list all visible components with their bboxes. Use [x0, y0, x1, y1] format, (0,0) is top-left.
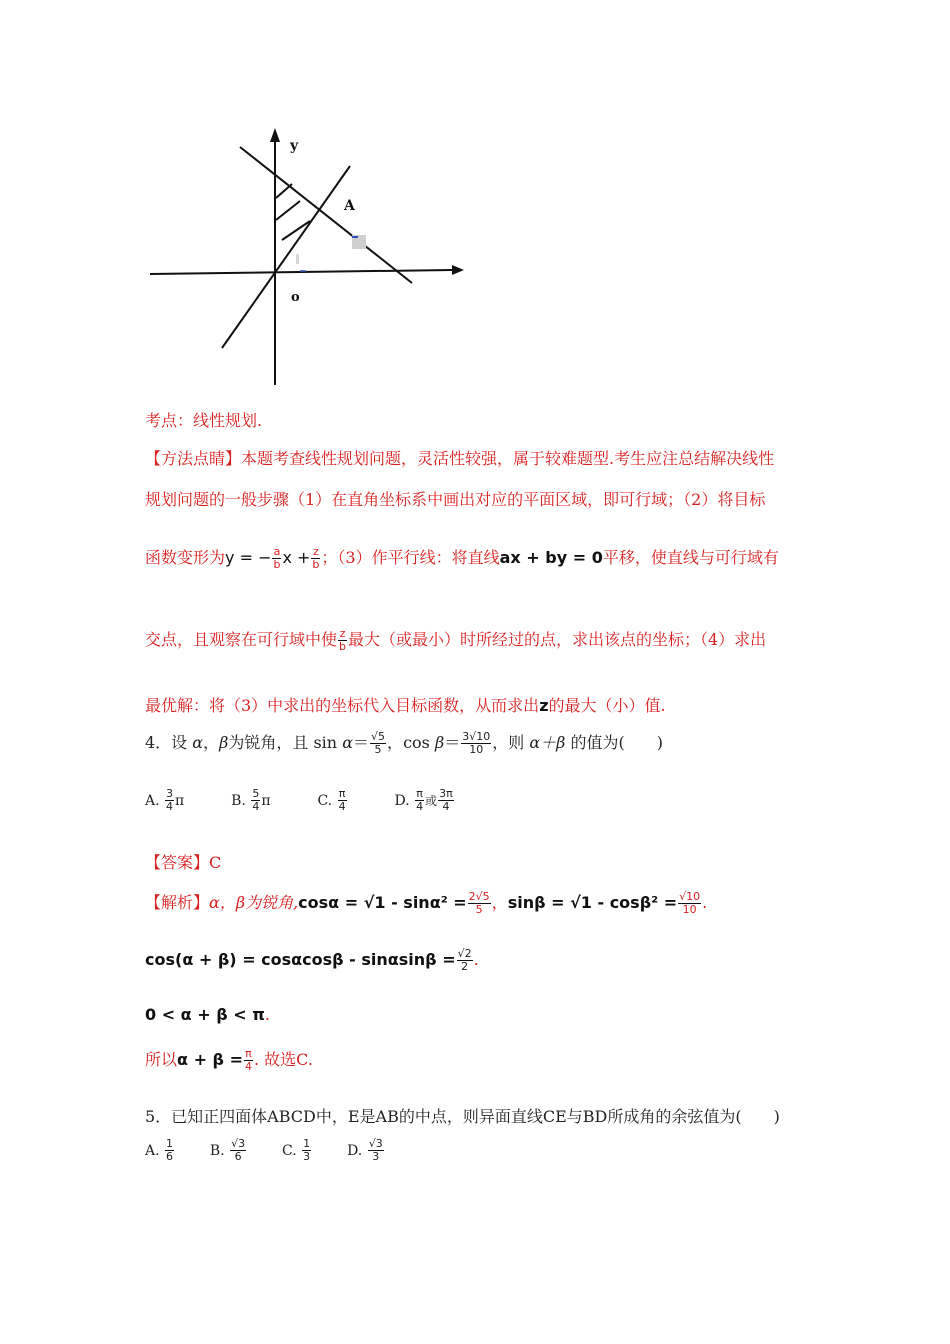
alpha-plus-beta: α＋β	[529, 733, 566, 752]
equals: ＝	[353, 733, 370, 752]
question-4-options	[145, 788, 455, 813]
y-axis-arrow	[270, 128, 280, 142]
descending-line	[240, 147, 412, 283]
method-text: 平移，使直线与可行域有	[602, 548, 779, 567]
method-line-1: 【方法点睛】本题考查线性规划问题，灵活性较强，属于较难题型.考生应注总结解决线性	[145, 449, 775, 468]
fraction-3sqrt10-over-10: $\frac{3√10}{10}$	[462, 730, 491, 756]
analysis-text: 所以	[145, 1050, 178, 1069]
method-line-3	[145, 545, 779, 571]
alpha: α	[192, 733, 204, 752]
cos-sum-eq: cos(α + β) = cosαcosβ - sinαsinβ =	[145, 950, 456, 969]
option-c[interactable]: C. $\frac{\pi}{4}$	[317, 787, 346, 813]
option-a[interactable]: A. $\frac{3}{4}$ π	[145, 787, 185, 813]
beta: β	[219, 733, 229, 752]
hatch-2	[276, 201, 300, 220]
option-d[interactable]: D. $\frac{\pi}{4}$ 或 $\frac{3\pi}{4}$	[394, 787, 453, 813]
analysis-line-4	[145, 1047, 313, 1073]
q4-number: 4．设	[145, 733, 188, 752]
x-axis-arrow	[452, 265, 464, 275]
comma: ，	[387, 733, 404, 752]
q4-text: 为锐角，且	[228, 733, 309, 752]
method-text: 交点，且观察在可行域中使	[145, 630, 338, 649]
analysis-line-2: cos(α + β) = cosαcosβ - sinαsinβ = $\frac{√2}{2}$ .	[145, 947, 479, 973]
variable-z: z	[539, 696, 549, 715]
fraction-a-over-b: $\frac{a}{b}$	[273, 545, 281, 571]
fraction-sqrt5-over-5: $\frac{√5}{5}$	[371, 730, 386, 756]
fraction-z-over-b: $\frac{z}{b}$	[312, 545, 320, 571]
equation-y: y = −	[225, 548, 272, 567]
sin-beta-eq: sinβ = √1 - cosβ² =	[507, 893, 678, 912]
y-axis-label: y	[290, 138, 299, 154]
method-text: ；（3）作平行线：将直线	[321, 548, 500, 567]
q4-text: 的值为( )	[570, 733, 664, 752]
method-text: 函数变形为	[145, 548, 226, 567]
method-line-4	[145, 627, 766, 653]
origin-label: o	[291, 290, 300, 305]
cos-fn: cos	[403, 733, 430, 752]
linear-programming-figure	[140, 120, 480, 395]
analysis-label: 【解析】	[145, 893, 210, 912]
method-text: 的最大（小）值.	[548, 696, 666, 715]
question-5-stem: 5．已知正四面体ABCD中，E是AB的中点，则异面直线CE与BD所成角的余弦值为( )	[145, 1107, 780, 1126]
q4-text: ，则	[492, 733, 525, 752]
option-a[interactable]: A. $\frac{1}{6}$	[145, 1137, 174, 1163]
analysis-line-1: 【解析】α，β为锐角,cosα = √1 - sinα² = $\frac{2√5}{5}$ ，sinβ = √1 - cosβ² = $\frac{√10}{10}$ .	[145, 890, 708, 916]
separator: ，	[491, 893, 508, 912]
fraction-z-over-b: $\frac{z}{b}$	[339, 627, 346, 653]
range-inequality: 0 < α + β < π	[145, 1005, 265, 1024]
fraction-sqrt10-over-10: $\frac{√10}{10}$	[679, 890, 701, 916]
option-b[interactable]: B. $\frac{5}{4}$ π	[231, 787, 271, 813]
answer-line: 【答案】C	[145, 853, 222, 872]
fraction-pi-over-4: $\frac{\pi}{4}$	[244, 1047, 252, 1073]
line-through-origin	[222, 166, 350, 348]
sum-eq: α + β =	[177, 1050, 243, 1069]
analysis-text: α，β为锐角,	[209, 893, 299, 912]
option-b[interactable]: B. $\frac{√3}{6}$	[209, 1137, 246, 1163]
hatch-1	[276, 184, 292, 198]
sin-fn: sin	[313, 733, 338, 752]
equals: ＝	[444, 733, 461, 752]
cos-alpha-eq: cosα = √1 - sinα² =	[298, 893, 467, 912]
beta: β	[434, 733, 445, 752]
fraction-sqrt2-over-2: $\frac{√2}{2}$	[457, 947, 472, 973]
faint-mark	[296, 254, 299, 264]
equation-x: x +	[282, 548, 311, 567]
kaodian-line: 考点：线性规划.	[145, 411, 263, 430]
point-a-label: A	[344, 198, 355, 214]
method-line-5	[145, 693, 666, 716]
method-text: 最大（或最小）时所经过的点，求出该点的坐标；（4）求出	[348, 630, 767, 649]
question-5-options	[145, 1138, 385, 1163]
method-text: 最优解：将（3）中求出的坐标代入目标函数，从而求出	[145, 696, 540, 715]
fraction-2sqrt5-over-5: $\frac{2√5}{5}$	[468, 890, 490, 916]
alpha: α	[342, 733, 354, 752]
option-d[interactable]: D. $\frac{√3}{3}$	[347, 1137, 383, 1163]
method-line-2: 规划问题的一般步骤（1）在直角坐标系中画出对应的平面区域，即可行域；（2）将目标	[145, 490, 766, 509]
analysis-text: . 故选C.	[253, 1050, 313, 1069]
analysis-line-3: 0 < α + β < π.	[145, 1005, 270, 1024]
question-4-stem	[145, 730, 663, 756]
option-c[interactable]: C. $\frac{1}{3}$	[282, 1137, 311, 1163]
equation-line: ax + by = 0	[499, 548, 603, 567]
comma: ，	[203, 733, 220, 752]
